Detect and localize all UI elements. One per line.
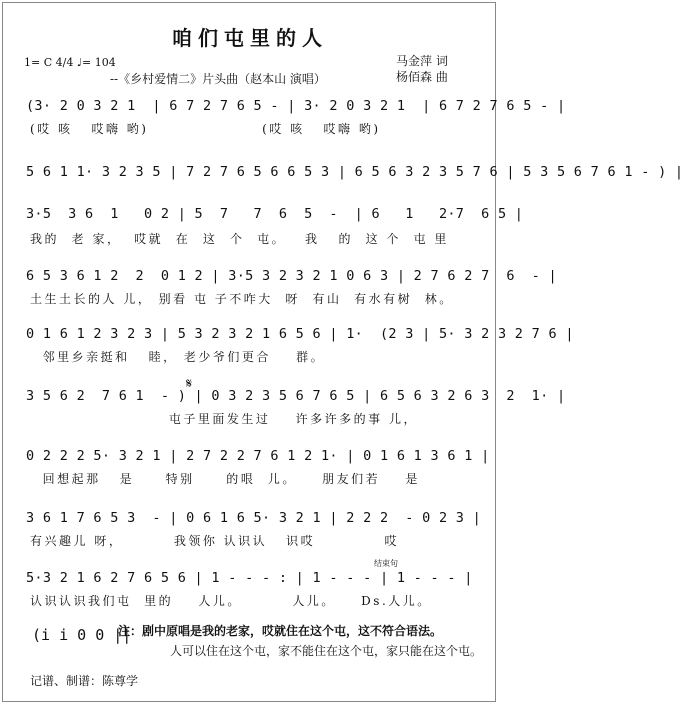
row-notes: 0 1 6 1 2 3 2 3 | 5 3 2 3 2 1 6 5 6 | 1· (2 3 | 5· 3 2 3 2 7 6 | [26, 326, 574, 342]
row-lyrics: 有兴趣儿 呀， 我领你 认识认 识哎 哎 [30, 534, 400, 548]
annotation-line-2: 人可以住在这个屯，家不能住在这个屯，家只能在这个屯。 [170, 644, 483, 658]
row-notes: 6 5 3 6 1 2 2 0 1 2 | 3·5 3 2 3 2 1 0 6 3 | 2 7 6 2 7 6 - | [26, 268, 557, 284]
ending-phrase: (i i 0 0 || [32, 626, 132, 644]
segno-sign: 𝄋 [186, 376, 193, 392]
row-lyrics: (哎 咳 哎嗨 哟) (哎 咳 哎嗨 哟) [30, 122, 381, 136]
lyricist-credit: 马金萍 词 [396, 54, 448, 68]
row-notes: 3·5 3 6 1 0 2 | 5 7 7 6 5 - | 6 1 2·7 6 5 | [26, 206, 524, 222]
row-lyrics: 邻里乡亲挺和 睦， 老少爷们更合 群。 [30, 350, 326, 364]
row-notes: 5 6 1 1· 3 2 3 5 | 7 2 7 6 5 6 6 5 3 | 6 5 6 3 2 3 5 7 6 | 5 3 5 6 7 6 1 - ) | [26, 164, 683, 180]
row-notes: 3 6 1 7 6 5 3 - | 0 6 1 6 5· 3 2 1 | 2 2 2 - 0 2 3 | [26, 510, 482, 526]
song-title: 咱们屯里的人 [172, 26, 328, 50]
row-notes: 3 5 6 2 7 6 1 - ) | 0 3 2 3 5 6 7 6 5 | 6 5 6 3 2 6 3 2 1· | [26, 388, 566, 404]
row-lyrics: 回想起那 是 特别 的哏 儿。 朋友们若 是 [30, 472, 420, 486]
row-lyrics: 认识认识我们屯 里的 人儿。 人儿。 Ds.人儿。 [30, 594, 432, 608]
key-signature: 1= C 4/4 ♩= 104 [24, 56, 116, 69]
annotation-line-1: 注：剧中原唱是我的老家，哎就住在这个屯，这不符合语法。 [118, 624, 443, 638]
row-lyrics: 屯子里面发生过 许多许多的事 儿， [30, 412, 418, 426]
row-notes: (3· 2 0 3 2 1 | 6 7 2 7 6 5 - | 3· 2 0 3 2 1 | 6 7 2 7 6 5 - | [26, 98, 566, 114]
row-lyrics: 土生土长的人 儿， 别看 屯 子不咋大 呀 有山 有水有树 林。 [30, 292, 454, 306]
composer-credit: 杨佰森 曲 [396, 70, 448, 84]
row-lyrics: 我的 老 家， 哎就 在 这 个 屯。 我 的 这 个 屯 里 [30, 232, 449, 246]
fine-marker: 结束句 [374, 559, 398, 568]
row-notes: 5·3 2 1 6 2 7 6 5 6 | 1 - - - : | 1 - - - | 1 - - - | [26, 570, 473, 586]
row-notes: 0 2 2 2 5· 3 2 1 | 2 7 2 2 7 6 1 2 1· | 0 1 6 1 3 6 1 | [26, 448, 490, 464]
song-subtitle: --《乡村爱情二》片头曲（赵本山 演唱） [110, 72, 326, 86]
transcriber-credit: 记谱、制谱：陈尊学 [30, 674, 139, 688]
